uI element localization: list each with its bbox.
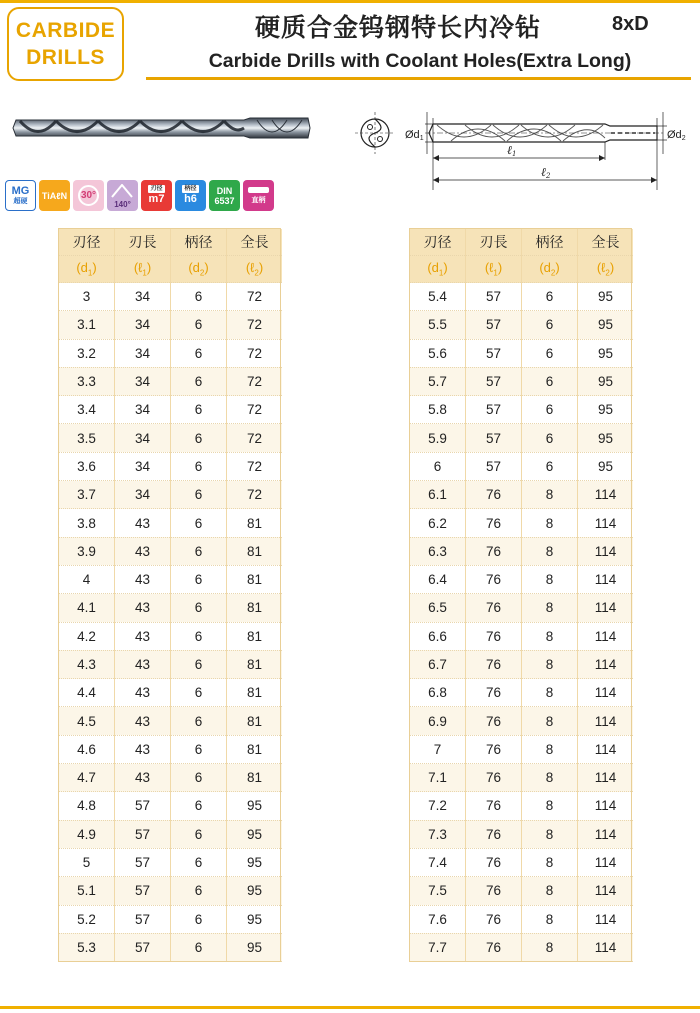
cutting-diameter-cell: 3.8 [59,509,115,537]
overall-length-cell: 81 [227,622,283,650]
straight-shank-icon: 直柄 [243,180,274,211]
overall-length-cell: 114 [578,594,634,622]
cutting-diameter-cell: 3.9 [59,537,115,565]
flute-length-cell: 76 [466,905,522,933]
header-flute-length: 刃長 [466,229,522,256]
overall-length-cell: 114 [578,848,634,876]
overall-length-cell: 95 [227,792,283,820]
table-row [59,283,282,311]
badge-line-2: DRILLS [26,46,105,69]
flute-length-cell: 57 [115,848,171,876]
shank-diameter-cell: 6 [171,650,227,678]
overall-length-cell: 114 [578,509,634,537]
shank-diameter-cell: 8 [522,509,578,537]
flute-length-cell: 57 [466,339,522,367]
shank-diameter-cell: 8 [522,764,578,792]
tolerance-m7-icon: 刃径 m7 [141,180,172,211]
d2-label: Ød2 [667,129,686,142]
table-row [59,905,282,933]
overall-length-cell: 95 [578,424,634,452]
table-row [410,311,633,339]
cutting-diameter-cell: 5.4 [410,283,466,311]
shank-diameter-cell: 6 [171,339,227,367]
flute-length-cell: 76 [466,481,522,509]
shank-diameter-cell: 8 [522,707,578,735]
overall-length-cell: 114 [578,820,634,848]
shank-diameter-cell: 8 [522,481,578,509]
flute-length-cell: 76 [466,764,522,792]
cutting-diameter-cell: 6.9 [410,707,466,735]
overall-length-cell: 95 [227,933,283,961]
flute-length-cell: 34 [115,339,171,367]
header-cutting-diameter: 刃径 [59,229,115,256]
cutting-diameter-cell: 6.4 [410,565,466,593]
shank-diameter-cell: 6 [171,905,227,933]
overall-length-cell: 114 [578,537,634,565]
table-row [410,905,633,933]
flute-length-cell: 43 [115,537,171,565]
shank-diameter-cell: 6 [171,311,227,339]
shank-diameter-cell: 8 [522,820,578,848]
table-row [59,848,282,876]
table-row [59,792,282,820]
overall-length-cell: 72 [227,311,283,339]
tolerance-h6-icon: 柄径 h6 [175,180,206,211]
overall-length-cell: 95 [578,311,634,339]
cutting-diameter-cell: 4.5 [59,707,115,735]
subheader-d2: $(d_2)$ [522,256,578,283]
subheader-d2: $(d_2)$ [171,256,227,283]
shank-diameter-cell: 6 [171,537,227,565]
header-overall-length: 全長 [227,229,283,256]
table-row [410,877,633,905]
overall-length-cell: 95 [227,877,283,905]
subheader-l2: (ℓ$_2$) [227,256,283,283]
overall-length-cell: 114 [578,481,634,509]
table-row [59,933,282,961]
flute-length-cell: 43 [115,735,171,763]
table-row [59,481,282,509]
cutting-diameter-cell: 5 [59,848,115,876]
table-row [410,764,633,792]
cutting-diameter-cell: 5.3 [59,933,115,961]
cutting-diameter-cell: 7.7 [410,933,466,961]
overall-length-cell: 114 [578,679,634,707]
flute-length-cell: 43 [115,764,171,792]
flute-length-cell: 57 [115,792,171,820]
table-row [59,311,282,339]
shank-diameter-cell: 6 [171,283,227,311]
length-ratio-label: 8xD [612,13,649,35]
overall-length-cell: 81 [227,707,283,735]
cutting-diameter-cell: 3.2 [59,339,115,367]
shank-diameter-cell: 6 [171,764,227,792]
cutting-diameter-cell: 7.2 [410,792,466,820]
feature-icon-row [5,180,274,211]
shank-diameter-cell: 6 [171,792,227,820]
overall-length-cell: 95 [578,339,634,367]
shank-diameter-cell: 8 [522,905,578,933]
table-row [59,396,282,424]
flute-length-cell: 76 [466,735,522,763]
flute-length-cell: 34 [115,452,171,480]
flute-length-cell: 43 [115,594,171,622]
overall-length-cell: 114 [578,877,634,905]
shank-diameter-cell: 6 [171,396,227,424]
overall-length-cell: 114 [578,933,634,961]
flute-length-cell: 76 [466,933,522,961]
table-row [410,283,633,311]
table-row [59,764,282,792]
cutting-diameter-cell: 7.5 [410,877,466,905]
d1-label: Ød1 [405,129,424,142]
overall-length-cell: 114 [578,792,634,820]
flute-length-cell: 43 [115,650,171,678]
cutting-diameter-cell: 3.4 [59,396,115,424]
overall-length-cell: 81 [227,764,283,792]
l1-label: ℓ1 [507,143,517,158]
header-shank-diameter: 柄径 [171,229,227,256]
table-row [410,848,633,876]
subheader-l1: (ℓ$_1$) [115,256,171,283]
cutting-diameter-cell: 6.7 [410,650,466,678]
cutting-diameter-cell: 5.5 [410,311,466,339]
bottom-accent-rule [0,1006,700,1009]
cutting-diameter-cell: 6.3 [410,537,466,565]
flute-length-cell: 76 [466,537,522,565]
table-row [59,452,282,480]
page-title-english: Carbide Drills with Coolant Holes(Extra Long) [208,50,632,72]
header-cutting-diameter: 刃径 [410,229,466,256]
cutting-diameter-cell: 5.8 [410,396,466,424]
table-row [410,820,633,848]
cutting-diameter-cell: 3.7 [59,481,115,509]
point-angle-140-icon: 140° [107,180,138,211]
shank-diameter-cell: 6 [522,396,578,424]
flute-length-cell: 57 [466,311,522,339]
table-row [59,594,282,622]
flute-length-cell: 57 [115,877,171,905]
table-row [410,707,633,735]
table-row [410,396,633,424]
cutting-diameter-cell: 5.2 [59,905,115,933]
overall-length-cell: 114 [578,565,634,593]
overall-length-cell: 72 [227,481,283,509]
table-row [410,481,633,509]
flute-length-cell: 76 [466,594,522,622]
flute-length-cell: 34 [115,283,171,311]
tialn-coating-icon: TiAℓN [39,180,70,211]
flute-length-cell: 76 [466,707,522,735]
shank-diameter-cell: 8 [522,933,578,961]
flute-length-cell: 57 [466,396,522,424]
flute-length-cell: 34 [115,424,171,452]
table-row [410,537,633,565]
cutting-diameter-cell: 6.6 [410,622,466,650]
flute-length-cell: 57 [466,283,522,311]
mg-icon: MG 超硬 [5,180,36,211]
table-row [410,367,633,395]
cutting-diameter-cell: 4.6 [59,735,115,763]
overall-length-cell: 81 [227,679,283,707]
shank-diameter-cell: 6 [171,877,227,905]
drill-dimension-diagram [355,98,695,193]
table-row [410,594,633,622]
table-row [410,565,633,593]
shank-diameter-cell: 8 [522,537,578,565]
overall-length-cell: 72 [227,396,283,424]
cutting-diameter-cell: 3 [59,283,115,311]
shank-diameter-cell: 8 [522,735,578,763]
overall-length-cell: 81 [227,650,283,678]
overall-length-cell: 114 [578,650,634,678]
table-row [59,650,282,678]
cutting-diameter-cell: 7.6 [410,905,466,933]
shank-diameter-cell: 6 [522,424,578,452]
shank-diameter-cell: 6 [171,452,227,480]
shank-diameter-cell: 6 [171,565,227,593]
table-row [410,792,633,820]
shank-diameter-cell: 8 [522,594,578,622]
flute-length-cell: 43 [115,509,171,537]
shank-diameter-cell: 6 [171,848,227,876]
category-badge [7,7,124,81]
shank-diameter-cell: 8 [522,877,578,905]
shank-diameter-cell: 8 [522,622,578,650]
subheader-d1: $(d_1)$ [59,256,115,283]
overall-length-cell: 81 [227,537,283,565]
cutting-diameter-cell: 7.1 [410,764,466,792]
spec-table-left [59,229,282,962]
flute-length-cell: 57 [115,933,171,961]
table-row [59,509,282,537]
shank-diameter-cell: 6 [522,367,578,395]
flute-length-cell: 34 [115,367,171,395]
flute-length-cell: 57 [115,905,171,933]
overall-length-cell: 95 [578,283,634,311]
cutting-diameter-cell: 4.8 [59,792,115,820]
flute-length-cell: 57 [115,820,171,848]
overall-length-cell: 114 [578,905,634,933]
cutting-diameter-cell: 4.4 [59,679,115,707]
cutting-diameter-cell: 3.6 [59,452,115,480]
table-row [410,735,633,763]
cutting-diameter-cell: 4.1 [59,594,115,622]
cutting-diameter-cell: 6.8 [410,679,466,707]
table-row [59,565,282,593]
overall-length-cell: 72 [227,339,283,367]
cutting-diameter-cell: 6.2 [410,509,466,537]
shank-diameter-cell: 6 [171,367,227,395]
table-row [59,735,282,763]
flute-length-cell: 57 [466,452,522,480]
flute-length-cell: 76 [466,565,522,593]
flute-length-cell: 43 [115,622,171,650]
top-accent-rule [0,0,700,3]
shank-diameter-cell: 8 [522,650,578,678]
table-row [410,622,633,650]
cutting-diameter-cell: 6 [410,452,466,480]
table-row [59,339,282,367]
flute-length-cell: 76 [466,848,522,876]
overall-length-cell: 81 [227,594,283,622]
table-row [59,424,282,452]
overall-length-cell: 72 [227,367,283,395]
cutting-diameter-cell: 7.3 [410,820,466,848]
shank-diameter-cell: 6 [171,622,227,650]
cutting-diameter-cell: 4 [59,565,115,593]
shank-diameter-cell: 8 [522,679,578,707]
flute-length-cell: 76 [466,792,522,820]
subheader-d1: $(d_1)$ [410,256,466,283]
shank-diameter-cell: 6 [522,311,578,339]
cutting-diameter-cell: 3.1 [59,311,115,339]
overall-length-cell: 114 [578,764,634,792]
overall-length-cell: 72 [227,424,283,452]
page-title-chinese: 硬质合金钨钢特长内冷钻 [254,13,541,42]
cutting-diameter-cell: 5.1 [59,877,115,905]
overall-length-cell: 72 [227,283,283,311]
shank-diameter-cell: 8 [522,792,578,820]
overall-length-cell: 114 [578,622,634,650]
subheader-l2: (ℓ$_2$) [578,256,634,283]
table-row [59,707,282,735]
table-row [59,679,282,707]
spec-table-right [410,229,633,962]
shank-diameter-cell: 6 [171,481,227,509]
overall-length-cell: 72 [227,452,283,480]
cutting-diameter-cell: 7.4 [410,848,466,876]
flute-length-cell: 57 [466,424,522,452]
cutting-diameter-cell: 3.3 [59,367,115,395]
shank-diameter-cell: 6 [522,452,578,480]
flute-length-cell: 34 [115,396,171,424]
shank-diameter-cell: 6 [171,424,227,452]
header-overall-length: 全長 [578,229,634,256]
overall-length-cell: 81 [227,735,283,763]
overall-length-cell: 114 [578,735,634,763]
flute-length-cell: 43 [115,707,171,735]
flute-length-cell: 57 [466,367,522,395]
shank-diameter-cell: 6 [171,933,227,961]
overall-length-cell: 95 [578,367,634,395]
overall-length-cell: 81 [227,565,283,593]
table-row [410,509,633,537]
flute-length-cell: 43 [115,565,171,593]
table-row [410,933,633,961]
shank-diameter-cell: 6 [522,283,578,311]
shank-diameter-cell: 6 [171,707,227,735]
flute-length-cell: 43 [115,679,171,707]
table-row [410,424,633,452]
table-row [59,877,282,905]
flute-length-cell: 76 [466,622,522,650]
table-row [410,339,633,367]
table-row [59,537,282,565]
helix-30-icon: 30° [73,180,104,211]
cutting-diameter-cell: 4.2 [59,622,115,650]
flute-length-cell: 34 [115,481,171,509]
shank-diameter-cell: 6 [522,339,578,367]
din-6537-icon: DIN 6537 [209,180,240,211]
shank-diameter-cell: 6 [171,509,227,537]
cutting-diameter-cell: 4.7 [59,764,115,792]
overall-length-cell: 114 [578,707,634,735]
cutting-diameter-cell: 6.5 [410,594,466,622]
cutting-diameter-cell: 6.1 [410,481,466,509]
table-row [410,679,633,707]
overall-length-cell: 95 [227,905,283,933]
cutting-diameter-cell: 5.6 [410,339,466,367]
header-shank-diameter: 柄径 [522,229,578,256]
shank-diameter-cell: 6 [171,735,227,763]
flute-length-cell: 76 [466,509,522,537]
cutting-diameter-cell: 4.3 [59,650,115,678]
cutting-diameter-cell: 7 [410,735,466,763]
cutting-diameter-cell: 4.9 [59,820,115,848]
table-row [59,820,282,848]
table-row [59,367,282,395]
cutting-diameter-cell: 5.7 [410,367,466,395]
overall-length-cell: 95 [578,452,634,480]
shank-diameter-cell: 6 [171,594,227,622]
flute-length-cell: 76 [466,679,522,707]
shank-diameter-cell: 8 [522,565,578,593]
table-row [410,452,633,480]
table-row [410,650,633,678]
drill-product-image [12,108,312,148]
overall-length-cell: 81 [227,509,283,537]
title-underline [146,77,691,80]
header-flute-length: 刃長 [115,229,171,256]
shank-diameter-cell: 6 [171,679,227,707]
table-row [59,622,282,650]
overall-length-cell: 95 [227,820,283,848]
subheader-l1: (ℓ$_1$) [466,256,522,283]
shank-diameter-cell: 8 [522,848,578,876]
shank-diameter-cell: 6 [171,820,227,848]
badge-line-1: CARBIDE [15,19,116,42]
flute-length-cell: 76 [466,820,522,848]
cutting-diameter-cell: 5.9 [410,424,466,452]
flute-length-cell: 76 [466,877,522,905]
overall-length-cell: 95 [227,848,283,876]
l2-label: ℓ2 [541,165,551,180]
flute-length-cell: 34 [115,311,171,339]
flute-length-cell: 76 [466,650,522,678]
cutting-diameter-cell: 3.5 [59,424,115,452]
overall-length-cell: 95 [578,396,634,424]
